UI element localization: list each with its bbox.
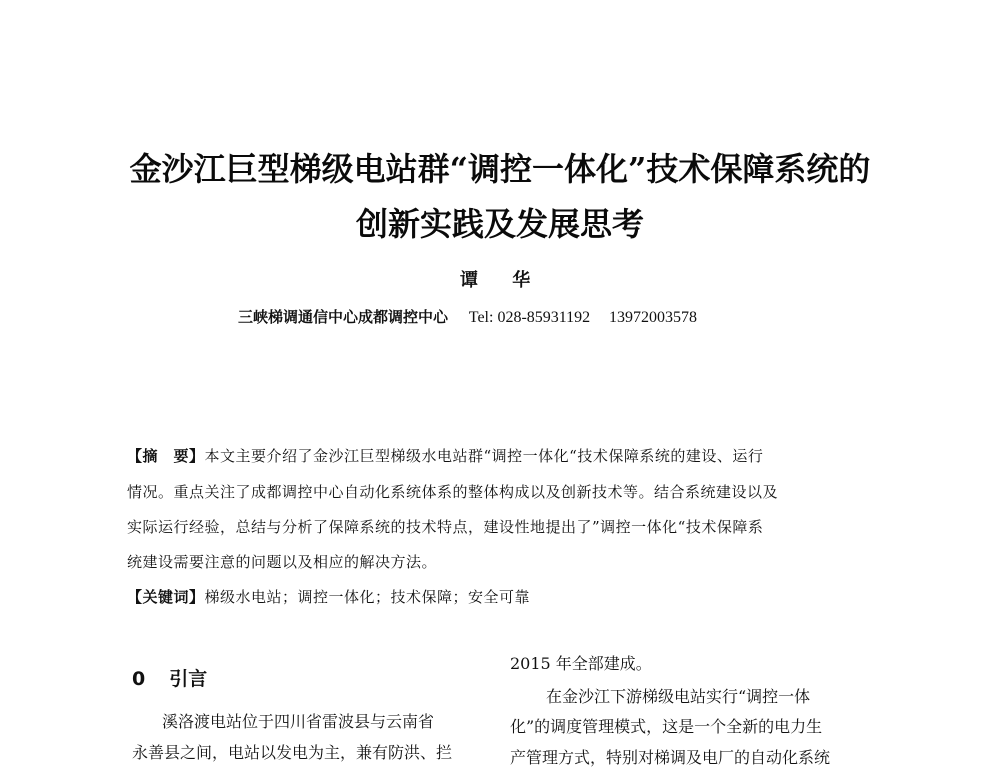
section-number: 0 — [132, 668, 146, 690]
author-affiliation — [238, 306, 697, 327]
section-title: 引言 — [169, 668, 208, 690]
right-column-line-2: 在金沙江下游梯级电站实行“调控一体 — [546, 687, 811, 706]
left-column-line-1: 溪洛渡电站位于四川省雷波县与云南省 — [162, 712, 435, 731]
abstract-label: 【摘 要】 — [127, 447, 205, 465]
keywords-line — [127, 586, 530, 607]
paper-title-line-2: 创新实践及发展思考 — [355, 205, 644, 243]
right-column-line-1: 2015 年全部建成。 — [510, 654, 652, 673]
section-heading-intro — [132, 664, 207, 691]
keywords-text: 梯级水电站；调控一体化；技术保障；安全可靠 — [204, 588, 531, 606]
keywords-label: 【关键词】 — [127, 588, 205, 606]
paper-title-line-1: 金沙江巨型梯级电站群“调控一体化”技术保障系统的 — [129, 150, 871, 188]
right-column-line-3: 化”的调度管理模式，这是一个全新的电力生 — [510, 717, 823, 736]
abstract-line-3: 实际运行经验，总结与分析了保障系统的技术特点，建设性地提出了”调控一体化“技术保障系 — [127, 518, 764, 536]
right-column-line-4: 产管理方式，特别对梯调及电厂的自动化系统 — [510, 748, 831, 767]
abstract-line-2: 情况。重点关注了成都调控中心自动化系统体系的整体构成以及创新技术等。结合系统建设以及 — [127, 483, 779, 501]
left-column-line-2: 永善县之间，电站以发电为主，兼有防洪、拦 — [132, 743, 453, 762]
abstract-text-1: 本文主要介绍了金沙江巨型梯级水电站群“调控一体化“技术保障系统的建设、运行 — [204, 447, 764, 465]
author-name: 谭 华 — [460, 270, 545, 291]
affiliation-mobile: 13972003578 — [608, 309, 697, 326]
affiliation-org: 三峡梯调通信中心成都调控中心 — [238, 308, 449, 326]
abstract-line-1 — [127, 445, 763, 466]
abstract-line-4: 统建设需要注意的问题以及相应的解决方法。 — [127, 553, 438, 571]
affiliation-tel: Tel: 028-85931192 — [468, 309, 591, 326]
